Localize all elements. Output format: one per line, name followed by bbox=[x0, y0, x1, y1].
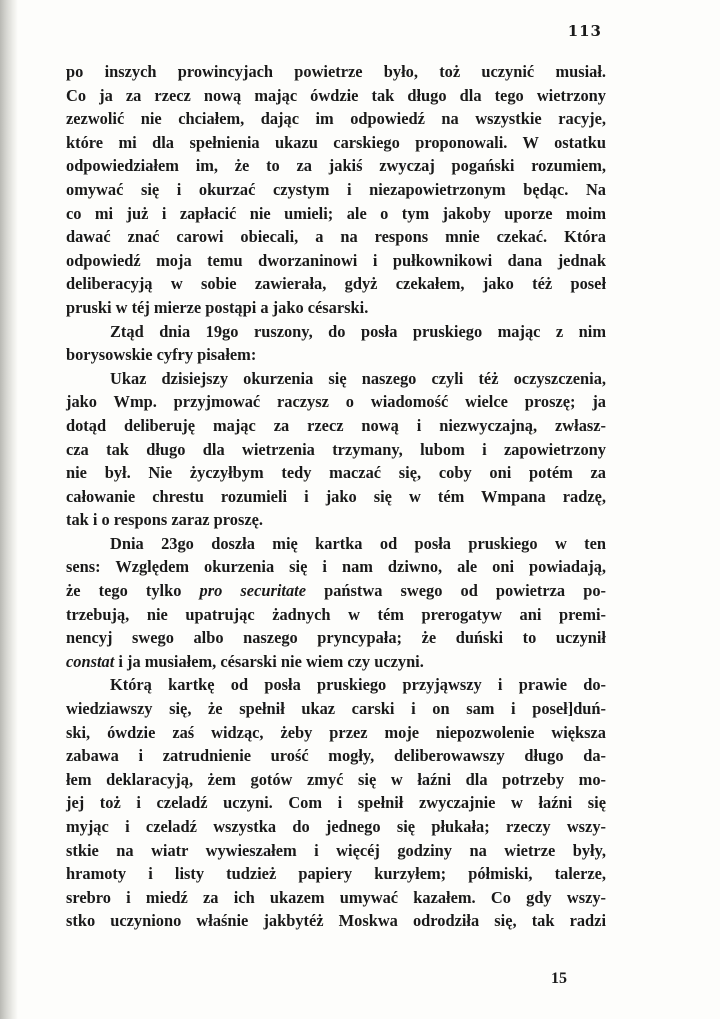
text-line: dawać znać carowi obiecali, a na respons mnie czekać. Która bbox=[66, 227, 606, 247]
text-line: jako Wmp. przyjmować raczysz o wiadomość wielce proszę; ja bbox=[66, 392, 606, 412]
text-line: nencyj swego albo naszego pryncypała; że duński to uczynił bbox=[66, 628, 606, 648]
italic-phrase: pro securitate bbox=[199, 581, 306, 601]
text-line: całowanie chrestu rozumieli i jako się w tém Wmpana radzę, bbox=[66, 486, 606, 506]
text-line: stko uczyniono właśnie jakbytéż Moskwa odrodziła się, tak radzi bbox=[66, 911, 606, 931]
text-line: pruski w téj mierze postąpi a jako césarski. bbox=[66, 297, 369, 317]
text-line: constat i ja musiałem, césarski nie wiem czy uczyni. bbox=[66, 651, 424, 671]
text-line: wiedziawszy się, że spełnił ukaz carski i on sam i poseł]duń- bbox=[66, 699, 606, 719]
text-line: zezwolić nie chciałem, dając im odpowiedź na wszystkie racyje, bbox=[66, 109, 606, 129]
text-line: łem deklaracyją, żem gotów zmyć się w łaźni dla potrzeby mo- bbox=[66, 769, 606, 789]
binding-edge-shadow bbox=[0, 0, 18, 1019]
text-line: dotąd deliberuję mając za rzecz nową i niezwyczajną, zwłasz- bbox=[66, 415, 606, 435]
body-text bbox=[66, 60, 606, 933]
text-line: borysowskie cyfry pisałem: bbox=[66, 345, 257, 365]
text-line: omywać się i okurzać czystym i niezapowietrzonym będąc. Na bbox=[66, 179, 606, 199]
text-line: deliberacyją w sobie zawierała, gdyż czekałem, jako téż poseł bbox=[66, 274, 606, 294]
text-line: Którą kartkę od posła pruskiego przyjąwszy i prawie do- bbox=[110, 675, 606, 695]
text-line: Co ja za rzecz nową mając ówdzie tak długo dla tego wietrzony bbox=[66, 85, 606, 105]
printer-signature-mark: 15 bbox=[551, 970, 567, 987]
text-line: Ztąd dnia 19go ruszony, do posła pruskiego mając z nim bbox=[110, 321, 606, 341]
text-line: trzebują, nie upatrując żadnych w tém prerogatyw ani premi- bbox=[66, 604, 606, 624]
text-line: cza tak długo dla wietrzenia trzymany, lubom i zapowietrzony bbox=[66, 439, 606, 459]
text-line: co mi już i zapłacić nie umieli; ale o tym jakoby uporze moim bbox=[66, 203, 606, 223]
text-line: jej toż i czeladź uczyni. Com i spełnił zwyczajnie w łaźni się bbox=[66, 793, 606, 813]
text-line: myjąc i czeladź wszystka do jednego się płukała; rzeczy wszy- bbox=[66, 817, 606, 836]
text-line: hramoty i listy tudzież papiery kurzyłem; półmiski, talerze, bbox=[66, 864, 606, 884]
text-line: sens: Względem okurzenia się i nam dziwno, ale oni powiadają, bbox=[66, 557, 606, 577]
text-line: tak i o respons zaraz proszę. bbox=[66, 510, 263, 530]
text-line: które mi dla spełnienia ukazu carskiego proponowali. W ostatku bbox=[66, 132, 606, 152]
text-line: odpowiedziałem im, że to za jakiś zwyczaj pogański rozumiem, bbox=[66, 156, 606, 176]
text-line: zabawa i zatrudnienie urość mogły, deliberowawszy długo da- bbox=[66, 746, 606, 766]
text-line: że tego tylko pro securitate państwa swego od powietrza po- bbox=[66, 581, 606, 601]
text-line: ski, ówdzie zaś widząc, żeby przez moje niepozwolenie większa bbox=[66, 722, 606, 742]
text-line: stkie na wiatr wywieszałem i więcéj godziny na wietrze były, bbox=[66, 840, 606, 860]
text-line: odpowiedź moja temu dworzaninowi i pułkownikowi dana jednak bbox=[66, 250, 606, 270]
page-number: 113 bbox=[567, 22, 602, 40]
text-line: Ukaz dzisiejszy okurzenia się naszego czyli téż oczyszczenia, bbox=[110, 368, 606, 388]
text-line: nie był. Nie życzyłbym tedy maczać się, coby oni potém za bbox=[66, 463, 606, 483]
italic-phrase: constat bbox=[66, 651, 115, 671]
text-line: Dnia 23go doszła mię kartka od posła pruskiego w ten bbox=[110, 533, 606, 553]
text-line: srebro i miedź za ich ukazem umywać kazałem. Co gdy wszy- bbox=[66, 887, 606, 907]
text-line: po inszych prowincyjach powietrze było, toż uczynić musiał. bbox=[66, 62, 606, 81]
